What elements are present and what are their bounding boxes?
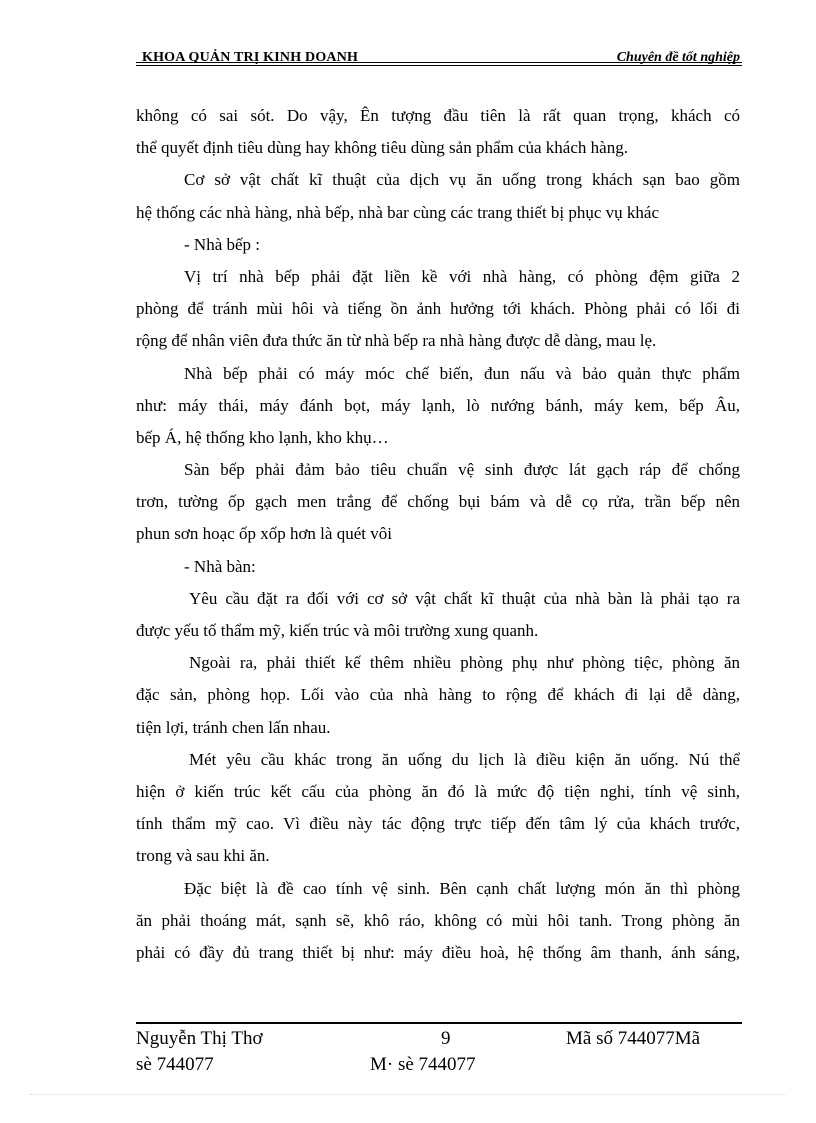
header-document-type: Chuyên đề tốt nghiệp <box>616 50 740 65</box>
text-line: Sàn bếp phải đảm bảo tiêu chuẩn vệ sinh được lát gạch ráp để chống <box>184 460 740 480</box>
text-line: Yêu cầu đặt ra đối với cơ sở vật chất kĩ thuật của nhà bàn là phải tạo ra <box>189 588 740 608</box>
text-line: Đặc biệt là đề cao tính vệ sinh. Bên cạnh chất lượng món ăn thì phòng <box>184 878 740 898</box>
text-line: phòng để tránh mùi hôi và tiếng ồn ảnh hưởng tới khách. Phòng phải có lối đi <box>136 299 740 319</box>
footer-student-code: Mã số 744077Mã <box>566 1028 701 1049</box>
text-line: - Nhà bàn: <box>184 556 256 576</box>
header-rule-secondary <box>136 65 742 66</box>
text-line: - Nhà bếp : <box>184 234 261 254</box>
text-line: Nhà bếp phải có máy móc chế biến, đun nấu và bảo quản thực phẩm <box>184 363 740 383</box>
text-line: đặc sản, phòng họp. Lối vào của nhà hàng to rộng để khách đi lại dễ dàng, <box>136 685 740 705</box>
text-line: như: máy thái, máy đánh bọt, máy lạnh, lò nướng bánh, máy kem, bếp Âu, <box>136 395 740 415</box>
text-line: trong và sau khi ăn. <box>136 846 270 866</box>
footer-rule <box>136 1022 742 1024</box>
footer-author: Nguyễn Thị Thơ <box>136 1028 263 1049</box>
text-line: Mét yêu cầu khác trong ăn uống du lịch là điều kiện ăn uống. Nú thể <box>189 749 740 769</box>
body-text <box>136 100 740 969</box>
text-line: ăn phải thoáng mát, sạnh sẽ, khô ráo, không có mùi hôi tanh. Trong phòng ăn <box>136 910 740 930</box>
text-line: Cơ sở vật chất kĩ thuật của dịch vụ ăn uống trong khách sạn bao gồm <box>184 170 740 190</box>
page-header <box>136 50 742 68</box>
footer-code-duplicate: M· sè 744077 <box>370 1054 476 1075</box>
text-line: hệ thống các nhà hàng, nhà bếp, nhà bar cùng các trang thiết bị phục vụ khác <box>136 202 660 222</box>
text-line: không có sai sót. Do vậy, Ên tượng đầu tiên là rất quan trọng, khách có <box>136 106 740 125</box>
text-line: bếp Á, hệ thống kho lạnh, kho khụ… <box>136 427 389 447</box>
page-bottom-divider <box>30 1094 786 1095</box>
footer-code-continued: sè 744077 <box>136 1054 214 1075</box>
text-line: Vị trí nhà bếp phải đặt liền kề với nhà hàng, có phòng đệm giữa 2 <box>184 266 740 286</box>
header-department: KHOA QUẢN TRỊ KINH DOANH <box>142 50 359 65</box>
text-line: phải có đầy đủ trang thiết bị như: máy điều hoà, hệ thống âm thanh, ánh sáng, <box>136 942 740 962</box>
text-line: rộng để nhân viên đưa thức ăn từ nhà bếp ra nhà hàng được dễ dàng, mau lẹ. <box>136 331 657 351</box>
text-line: thể quyết định tiêu dùng hay không tiêu dùng sản phẩm của khách hàng. <box>136 138 628 158</box>
text-line: được yếu tố thẩm mỹ, kiến trúc và môi trường xung quanh. <box>136 621 539 640</box>
text-line: hiện ở kiến trúc kết cấu của phòng ăn đó là mức độ tiện nghi, tính vệ sinh, <box>136 781 740 801</box>
header-rule <box>136 62 742 63</box>
text-line: phun sơn hoạc ốp xốp hơn là quét vôi <box>136 524 392 544</box>
text-line: tính thẩm mỹ cao. Vì điều này tác động trực tiếp đến tâm lý của khách trước, <box>136 814 740 834</box>
text-line: tiện lợi, tránh chen lấn nhau. <box>136 717 331 737</box>
page-number: 9 <box>441 1028 451 1049</box>
text-line: Ngoài ra, phải thiết kế thêm nhiều phòng phụ như phòng tiệc, phòng ăn <box>189 653 740 673</box>
text-line: trơn, tường ốp gạch men trắng để chống bụi bám và dễ cọ rửa, trần bếp nên <box>136 492 740 512</box>
